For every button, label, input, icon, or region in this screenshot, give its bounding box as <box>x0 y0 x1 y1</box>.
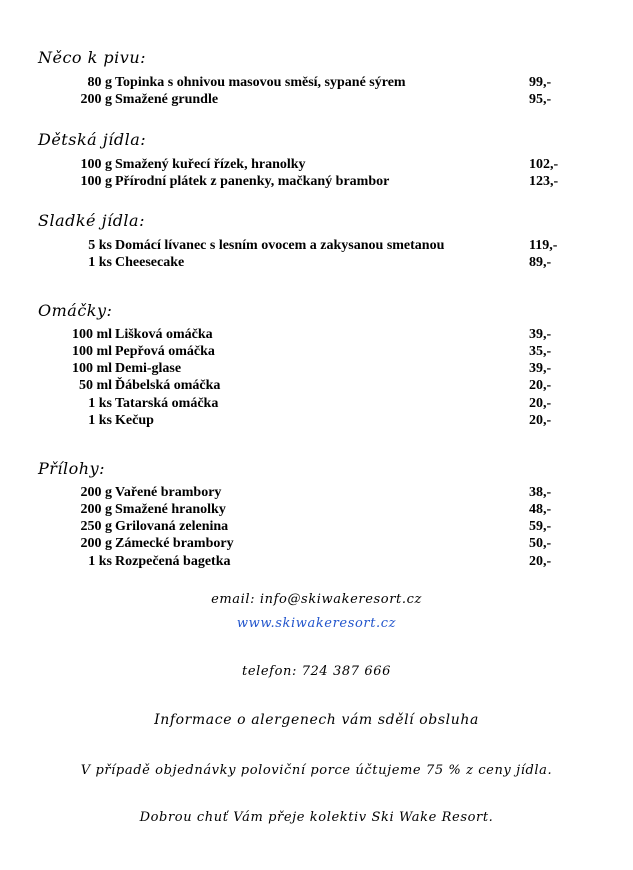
menu-item <box>0 535 633 552</box>
section-title-sladke-jidla: Sladké jídla: <box>38 211 145 230</box>
item-name: Domácí lívanec s lesním ovocem a zakysanou smetanou <box>115 238 445 253</box>
item-quantity: 100 ml <box>71 344 112 359</box>
item-quantity: 100 g <box>80 157 112 172</box>
item-price: 95,- <box>529 92 552 107</box>
item-price: 35,- <box>529 344 552 359</box>
menu-item <box>0 518 633 535</box>
item-quantity: 1 ks <box>88 396 112 411</box>
menu-item <box>0 254 633 271</box>
item-name: Kečup <box>115 413 154 428</box>
contact-phone: telefon: 724 387 666 <box>242 664 391 679</box>
item-price: 39,- <box>529 327 552 342</box>
item-quantity: 1 ks <box>88 413 112 428</box>
item-quantity: 200 g <box>80 502 112 517</box>
item-name: Zámecké brambory <box>115 536 234 551</box>
item-name: Tatarská omáčka <box>115 396 219 411</box>
item-price: 39,- <box>529 361 552 376</box>
item-name: Pepřová omáčka <box>115 344 215 359</box>
section-title-neco-k-pivu: Něco k pivu: <box>38 48 147 67</box>
item-price: 48,- <box>529 502 552 517</box>
item-price: 123,- <box>529 174 559 189</box>
item-quantity: 100 g <box>80 174 112 189</box>
item-name: Rozpečená bagetka <box>115 554 231 569</box>
section-title-detska-jidla: Dětská jídla: <box>38 130 147 149</box>
item-name: Topinka s ohnivou masovou směsí, sypané sýrem <box>115 75 406 90</box>
item-price: 20,- <box>529 413 552 428</box>
greeting: Dobrou chuť Vám přeje kolektiv Ski Wake Resort. <box>139 810 494 825</box>
website-link[interactable]: www.skiwakeresort.cz <box>236 616 397 631</box>
item-price: 89,- <box>529 255 552 270</box>
item-quantity: 200 g <box>80 536 112 551</box>
item-price: 102,- <box>529 157 559 172</box>
item-name: Smažené grundle <box>115 92 219 107</box>
section-title-omacky: Omáčky: <box>38 301 113 320</box>
menu-item <box>0 156 633 173</box>
item-quantity: 250 g <box>80 519 112 534</box>
menu-item <box>0 360 633 377</box>
menu-item <box>0 343 633 360</box>
menu-item <box>0 553 633 570</box>
menu-item <box>0 326 633 343</box>
menu-item <box>0 74 633 91</box>
item-quantity: 1 ks <box>88 554 112 569</box>
item-price: 38,- <box>529 485 552 500</box>
half-portion-notice: V případě objednávky poloviční porce účtujeme 75 % z ceny jídla. <box>80 763 553 778</box>
menu-item <box>0 237 633 254</box>
menu-item <box>0 501 633 518</box>
item-name: Přírodní plátek z panenky, mačkaný brambor <box>115 174 390 189</box>
menu-item <box>0 395 633 412</box>
item-price: 119,- <box>529 238 558 253</box>
item-price: 50,- <box>529 536 552 551</box>
item-name: Lišková omáčka <box>115 327 213 342</box>
menu-item <box>0 377 633 394</box>
item-name: Smažený kuřecí řízek, hranolky <box>115 157 306 172</box>
menu-item <box>0 412 633 429</box>
section-title-prilohy: Přílohy: <box>38 459 106 478</box>
item-price: 20,- <box>529 396 552 411</box>
item-name: Ďábelská omáčka <box>115 378 221 393</box>
item-name: Vařené brambory <box>115 485 222 500</box>
menu-item <box>0 173 633 190</box>
allergen-notice: Informace o alergenech vám sdělí obsluha <box>154 712 479 728</box>
item-name: Grilovaná zelenina <box>115 519 229 534</box>
contact-email[interactable]: email: info@skiwakeresort.cz <box>211 592 422 607</box>
item-quantity: 100 ml <box>71 361 112 376</box>
item-quantity: 200 g <box>80 485 112 500</box>
item-price: 59,- <box>529 519 552 534</box>
menu-item <box>0 91 633 108</box>
item-quantity: 50 ml <box>78 378 112 393</box>
item-name: Demi-glase <box>115 361 182 376</box>
item-quantity: 100 ml <box>71 327 112 342</box>
item-name: Cheesecake <box>115 255 185 270</box>
item-price: 20,- <box>529 554 552 569</box>
item-quantity: 80 g <box>87 75 112 90</box>
item-quantity: 200 g <box>80 92 112 107</box>
item-name: Smažené hranolky <box>115 502 226 517</box>
item-quantity: 5 ks <box>88 238 112 253</box>
menu-item <box>0 484 633 501</box>
item-quantity: 1 ks <box>88 255 112 270</box>
item-price: 20,- <box>529 378 552 393</box>
item-price: 99,- <box>529 75 552 90</box>
